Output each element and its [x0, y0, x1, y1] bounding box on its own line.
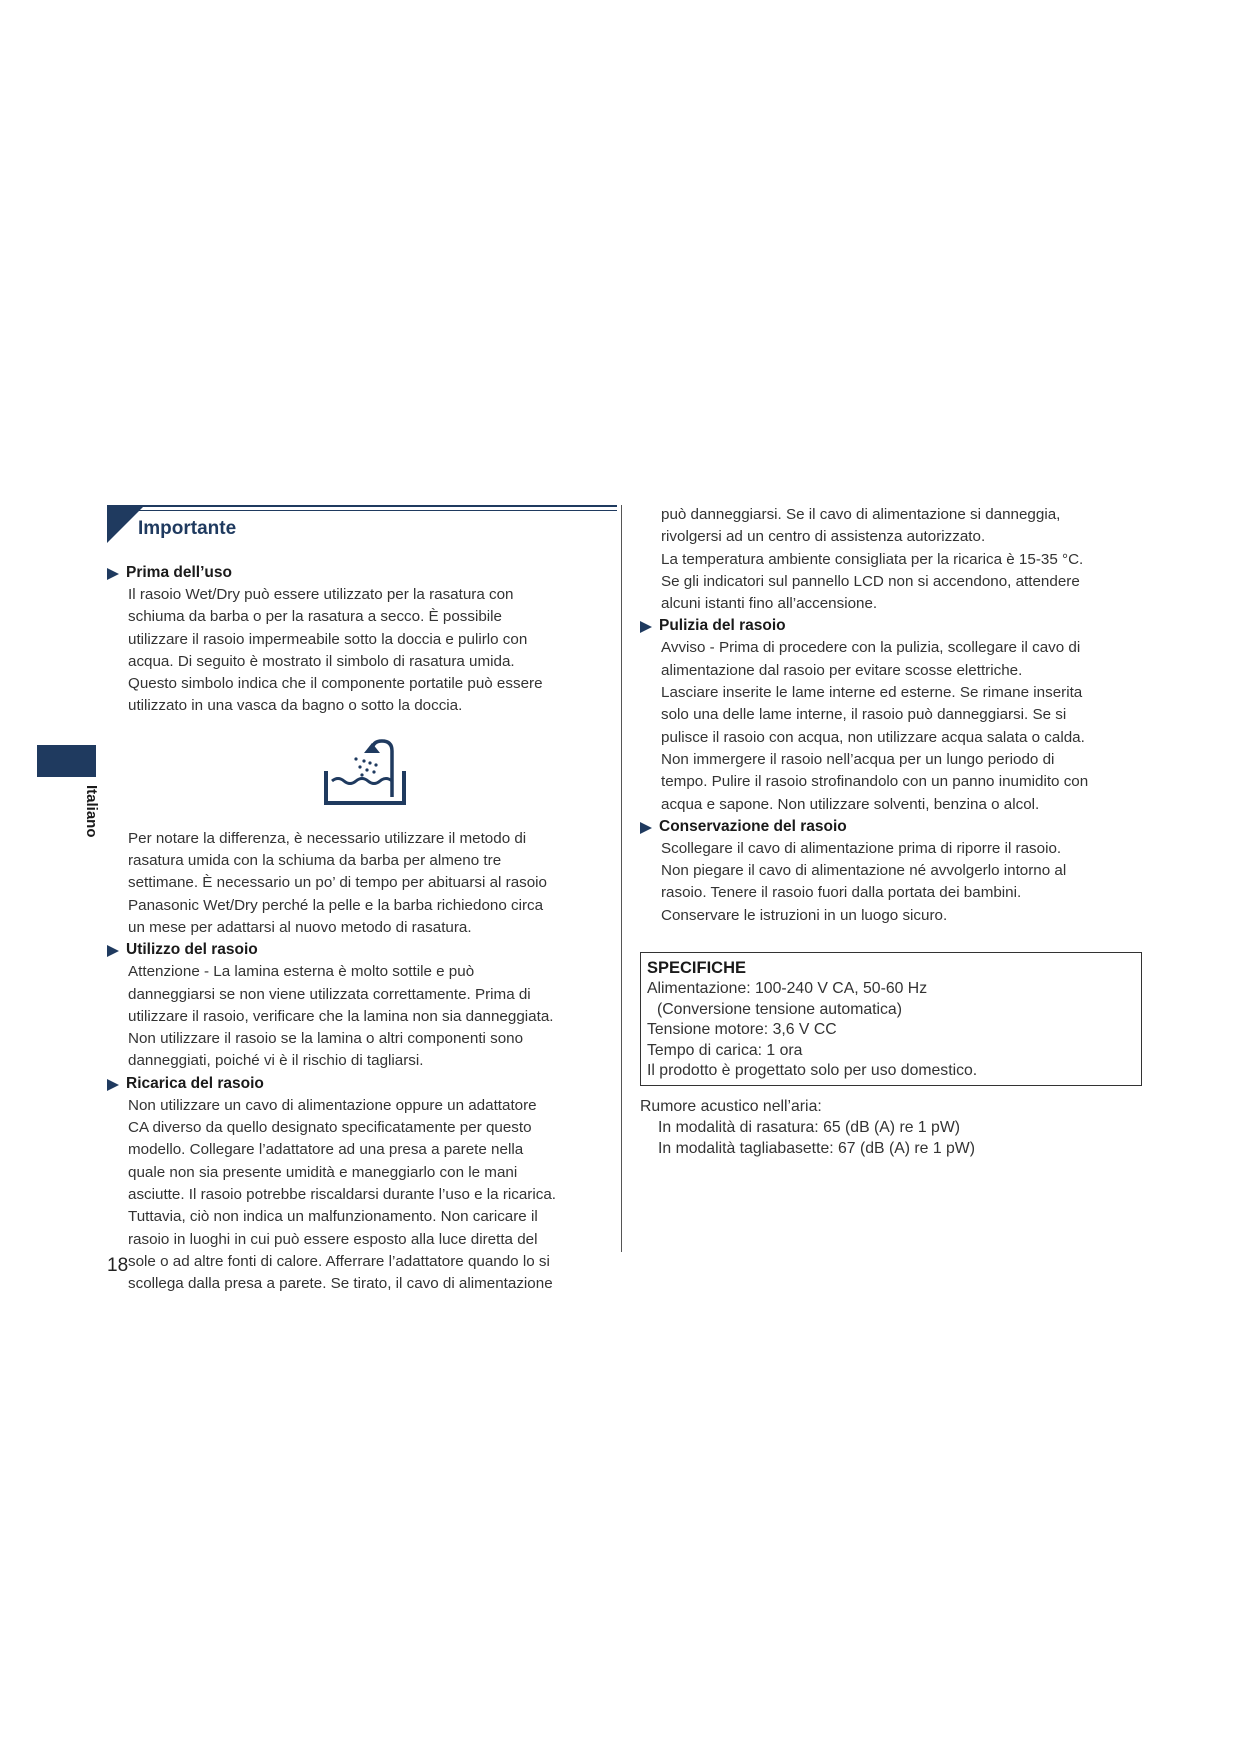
triangle-arrow-icon [107, 568, 119, 580]
section-title-utilizzo: Utilizzo del rasoio [107, 940, 617, 960]
pulizia-text: Avviso - Prima di procedere con la pulizia, scollegare il cavo di alimentazione dal rasoio per evitare scosse elettriche. Lasciare inserite le lame interne ed esterne. Se rimane inserita solo una delle lame interne, il rasoio può danneggiarsi. Se si pulisce il rasoio con acqua, non utilizzare acqua salata o calda. Non immergere il rasoio nell’acqua per un lungo periodo di tempo. Pulire il rasoio strofinandolo con un panno inumidito con acqua e sapone. Non utilizzare solventi, benzina o alcol. [661, 639, 1089, 813]
header-rule-secondary [107, 510, 617, 511]
utilizzo-text: Attenzione - La lamina esterna è molto sottile e può danneggiarsi se non viene utilizzata correttamente. Prima di utilizzare il rasoio, verificare che la lamina non sia danneggiata. Non utilizzare il rasoio se la lamina o altri componenti sono danneggiati, poiché vi è il rischio di tagliarsi. [128, 963, 554, 1070]
triangle-arrow-icon [640, 822, 652, 834]
section-title-prima-uso: Prima dell’uso [107, 563, 617, 583]
specifications-box [640, 952, 1142, 1086]
triangle-arrow-icon [640, 621, 652, 633]
section-title-pulizia: Pulizia del rasoio [640, 616, 1140, 636]
prima-uso-text: Il rasoio Wet/Dry può essere utilizzato per la rasatura con schiuma da barba o per la rasatura a secco. È possibile utilizzare il rasoio impermeabile sotto la doccia e pulirlo con acqua. Di seguito è mostrato il simbolo di rasatura umida. Questo simbolo indica che il componente portatile può essere utilizzato in una vasca da bagno o sotto la doccia. [128, 586, 543, 715]
ricarica-text: Non utilizzare un cavo di alimentazione oppure un adattatore CA diverso da quello designato specificatamente per questo modello. Collegare l’adattatore ad una presa a parete nella quale non sia presente umidità e maneggiarlo con le mani asciutte. Il rasoio potrebbe riscaldarsi durante l’uso e la ricarica. Tuttavia, ciò non indica un malfunzionamento. Non caricare il rasoio in luoghi in cui può essere esposto alla luce diretta del sole o ad altre fonti di calore. Afferrare l’adattatore quando lo si scollega dalla presa a parete. Se tirato, il cavo di alimentazione [128, 1096, 556, 1293]
section-title-ricarica: Ricarica del rasoio [107, 1074, 617, 1094]
header-rule [107, 505, 617, 507]
spec-household-use: Il prodotto è progettato solo per uso domestico. [647, 1062, 978, 1080]
language-label: Italiano [83, 785, 100, 838]
page-number: 18 [107, 1255, 129, 1276]
spec-power-supply: Alimentazione: 100-240 V CA, 50-60 Hz [647, 980, 928, 998]
column-divider [621, 505, 622, 1252]
right-column [640, 505, 1140, 1159]
noise-shaving-mode: In modalità di rasatura: 65 (dB (A) re 1 pW) [658, 1118, 961, 1136]
important-header [107, 505, 617, 549]
spec-voltage-conversion: (Conversione tensione automatica) [657, 1000, 902, 1018]
left-column [107, 505, 617, 1296]
conservazione-text: Scollegare il cavo di alimentazione prima di riporre il rasoio. Non piegare il cavo di alimentazione né avvolgerlo intorno al rasoio. Tenere il rasoio fuori dalla portata dei bambini. Conservare le istruzioni in un luogo sicuro. [661, 839, 1067, 924]
spec-motor-voltage: Tensione motore: 3,6 V CC [647, 1021, 837, 1039]
shower-bathtub-icon [107, 733, 617, 811]
important-title: Importante [138, 518, 237, 539]
spec-charging-time: Tempo di carica: 1 ora [647, 1041, 803, 1059]
language-tab-marker [37, 745, 96, 777]
prima-uso-text-after: Per notare la differenza, è necessario utilizzare il metodo di rasatura umida con la schiuma da barba per almeno tre settimane. È necessario un po’ di tempo per abituarsi al rasoio Panasonic Wet/Dry perché la pelle e la barba richiedono circa un mese per adattarsi al nuovo metodo di rasatura. [128, 829, 548, 936]
ricarica-continuation-text: può danneggiarsi. Se il cavo di alimentazione si danneggia, rivolgersi ad un centro di assistenza autorizzato. La temperatura ambiente consigliata per la ricarica è 15-35 °C. Se gli indicatori sul pannello LCD non si accendono, attendere alcuni istanti fino all’accensione. [661, 506, 1084, 613]
specs-title: SPECIFICHE [647, 959, 747, 978]
section-title-conservazione: Conservazione del rasoio [640, 817, 1140, 837]
triangle-arrow-icon [107, 1079, 119, 1091]
noise-title: Rumore acustico nell’aria: [640, 1097, 822, 1115]
noise-trimmer-mode: In modalità tagliabasette: 67 (dB (A) re 1 pW) [658, 1139, 975, 1157]
triangle-arrow-icon [107, 945, 119, 957]
